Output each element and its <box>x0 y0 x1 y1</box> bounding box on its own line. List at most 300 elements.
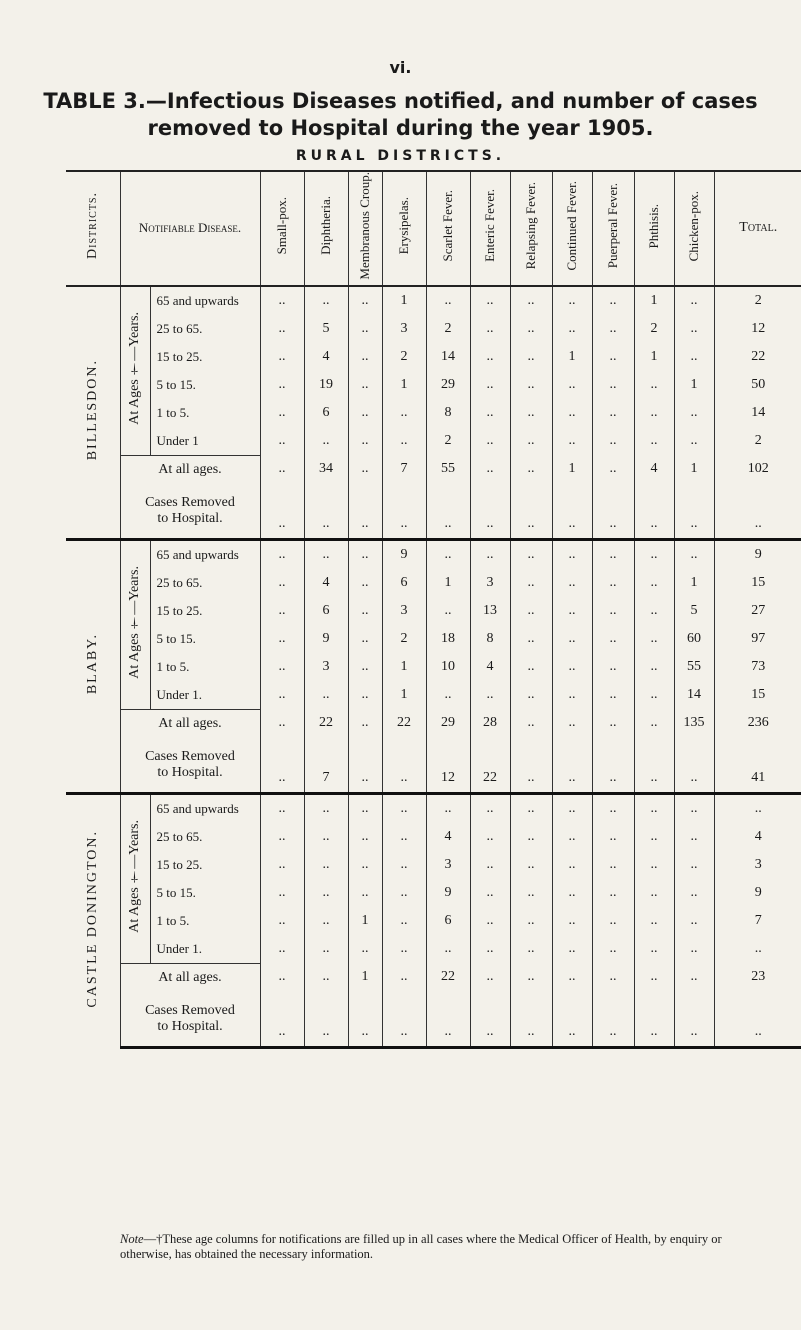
total-cell: .. <box>714 793 801 823</box>
total-cell: 7 <box>754 912 762 928</box>
table-cell: 19 <box>304 371 348 399</box>
all-ages-row <box>66 455 801 484</box>
table-cell: .. <box>260 597 304 625</box>
table-cell: .. <box>426 992 470 1048</box>
table-row <box>66 851 801 879</box>
table-cell: .. <box>674 427 714 456</box>
table-cell: 14 <box>674 681 714 710</box>
table-row <box>66 625 801 653</box>
table-cell: .. <box>382 823 426 851</box>
table-cell: .. <box>304 823 348 851</box>
table-cell: .. <box>674 286 714 315</box>
table-cell: .. <box>470 963 510 992</box>
table-cell: .. <box>260 315 304 343</box>
table-cell: 10 <box>426 653 470 681</box>
table-cell: .. <box>552 709 592 738</box>
table-cell: .. <box>634 484 674 540</box>
table-cell: .. <box>634 597 674 625</box>
table-cell: 1 <box>426 569 470 597</box>
cases-removed-line-1: Cases Removed <box>145 1002 235 1018</box>
disease-header: Relapsing Fever. <box>510 171 552 286</box>
table-cell: .. <box>592 569 634 597</box>
table-cell: .. <box>426 539 470 569</box>
table-cell: .. <box>592 399 634 427</box>
table-cell: 8 <box>426 399 470 427</box>
table-cell: .. <box>674 907 714 935</box>
table-cell: .. <box>510 286 552 315</box>
table-cell: .. <box>634 992 674 1048</box>
all-ages-label: At all ages. <box>120 455 260 484</box>
table-cell: 18 <box>426 625 470 653</box>
table-cell: .. <box>510 625 552 653</box>
table-cell: .. <box>592 907 634 935</box>
table-cell: 1 <box>382 653 426 681</box>
table-cell: .. <box>470 427 510 456</box>
table-cell: .. <box>470 681 510 710</box>
table-cell: .. <box>592 597 634 625</box>
table-cell: .. <box>510 427 552 456</box>
disease-header: Puerperal Fever. <box>592 171 634 286</box>
table-cell: .. <box>304 992 348 1048</box>
table-cell: .. <box>426 484 470 540</box>
table-cell: .. <box>592 625 634 653</box>
table-cell: 6 <box>382 569 426 597</box>
table-cell: .. <box>552 793 592 823</box>
table-row <box>66 399 801 427</box>
table-cell: 1 <box>552 455 592 484</box>
total-cell: 15 <box>751 574 766 590</box>
table-cell: .. <box>304 484 348 540</box>
table-row <box>66 935 801 964</box>
table-cell: .. <box>260 343 304 371</box>
total-cell: 3 <box>754 856 762 872</box>
districts-header: Districts. <box>66 171 120 286</box>
table-cell: .. <box>552 539 592 569</box>
all-ages-row <box>66 963 801 992</box>
table-title-line-1: TABLE 3.—Infectious Diseases notified, and number of cases <box>43 89 758 113</box>
district-name: BLABY. <box>66 539 120 793</box>
note-text: —†These age columns for notifications are filled up in all cases where the Medical Officer of Health, by enquiry or otherwise, has obtained the necessary information. <box>120 1232 722 1261</box>
table-cell: .. <box>260 455 304 484</box>
table-cell: .. <box>592 963 634 992</box>
table-cell: .. <box>674 484 714 540</box>
table-cell: 1 <box>382 286 426 315</box>
age-band-label: Under 1. <box>150 935 260 964</box>
age-band-label: 15 to 25. <box>150 343 260 371</box>
footnote <box>120 1232 760 1262</box>
total-cell: 23 <box>751 969 766 985</box>
table-cell: .. <box>260 823 304 851</box>
table-cell: 2 <box>426 427 470 456</box>
table-cell: .. <box>592 992 634 1048</box>
table-cell: .. <box>348 793 382 823</box>
table-cell: 14 <box>426 343 470 371</box>
age-band-label: Under 1. <box>150 681 260 710</box>
table-cell: .. <box>674 935 714 964</box>
table-cell: 55 <box>674 653 714 681</box>
table-cell: .. <box>552 992 592 1048</box>
cases-removed-line-2: to Hospital. <box>157 510 223 526</box>
table-cell: 2 <box>382 343 426 371</box>
table-cell: .. <box>260 427 304 456</box>
table-row <box>66 343 801 371</box>
table-cell: .. <box>260 709 304 738</box>
table-cell: .. <box>552 681 592 710</box>
table-cell: .. <box>348 539 382 569</box>
table-cell: .. <box>348 653 382 681</box>
table-cell: .. <box>634 907 674 935</box>
disease-header: Diphtheria. <box>304 171 348 286</box>
table-cell: .. <box>304 793 348 823</box>
cases-removed-line-2: to Hospital. <box>157 764 223 780</box>
table-cell: .. <box>510 315 552 343</box>
table-cell: .. <box>552 625 592 653</box>
cases-removed-line-2: to Hospital. <box>157 1018 223 1034</box>
table-cell: .. <box>510 738 552 794</box>
disease-header: Enteric Fever. <box>470 171 510 286</box>
table-cell: .. <box>634 823 674 851</box>
total-cell: .. <box>754 515 762 531</box>
cases-removed-label <box>120 738 260 794</box>
table-cell: .. <box>348 315 382 343</box>
table-cell: .. <box>634 371 674 399</box>
age-band-label: 1 to 5. <box>150 399 260 427</box>
table-cell: .. <box>592 681 634 710</box>
table-cell: .. <box>382 963 426 992</box>
table-cell: .. <box>470 793 510 823</box>
all-ages-row <box>66 709 801 738</box>
table-cell: .. <box>348 569 382 597</box>
age-band-label: 1 to 5. <box>150 907 260 935</box>
cases-removed-line-1: Cases Removed <box>145 748 235 764</box>
table-cell: 28 <box>470 709 510 738</box>
total-cell: 50 <box>751 376 766 392</box>
table-cell: .. <box>552 484 592 540</box>
age-band-label: 25 to 65. <box>150 315 260 343</box>
table-cell: 9 <box>382 539 426 569</box>
table-cell: .. <box>510 823 552 851</box>
table-cell: .. <box>470 907 510 935</box>
table-cell: .. <box>348 286 382 315</box>
table-cell: .. <box>382 738 426 794</box>
table-cell: 22 <box>304 709 348 738</box>
table-title-line-2: removed to Hospital during the year 1905. <box>147 116 654 140</box>
total-header: Total. <box>714 171 801 286</box>
table-cell: .. <box>634 399 674 427</box>
table-cell: .. <box>348 371 382 399</box>
table-cell: .. <box>634 963 674 992</box>
table-cell: .. <box>552 315 592 343</box>
table-cell: .. <box>348 935 382 964</box>
table-cell: .. <box>260 286 304 315</box>
table-cell: 5 <box>304 315 348 343</box>
table-cell: .. <box>260 992 304 1048</box>
total-cell: 4 <box>754 828 762 844</box>
total-cell: 41 <box>751 769 766 785</box>
table-cell: .. <box>552 399 592 427</box>
table-cell: .. <box>260 484 304 540</box>
table-cell: .. <box>382 992 426 1048</box>
table-cell: .. <box>470 851 510 879</box>
age-band-label: 1 to 5. <box>150 653 260 681</box>
table-cell: .. <box>634 709 674 738</box>
table-cell: 7 <box>304 738 348 794</box>
table-cell: .. <box>426 681 470 710</box>
table-cell: 1 <box>674 569 714 597</box>
table-cell: .. <box>592 315 634 343</box>
district-name: BILLESDON. <box>66 286 120 540</box>
table-cell: .. <box>634 879 674 907</box>
table-cell: .. <box>348 823 382 851</box>
table-cell: .. <box>674 992 714 1048</box>
infectious-diseases-table <box>66 170 778 1049</box>
table-cell: .. <box>592 738 634 794</box>
disease-header: Scarlet Fever. <box>426 171 470 286</box>
table-cell: .. <box>592 851 634 879</box>
table-cell: .. <box>510 569 552 597</box>
table-row <box>66 823 801 851</box>
table-row <box>66 371 801 399</box>
table-cell: .. <box>552 738 592 794</box>
table-cell: .. <box>634 625 674 653</box>
cases-removed-line-1: Cases Removed <box>145 494 235 510</box>
table-cell: .. <box>592 427 634 456</box>
table-cell: .. <box>592 484 634 540</box>
table-row <box>66 681 801 710</box>
table-cell: .. <box>426 793 470 823</box>
table-cell: .. <box>470 399 510 427</box>
table-cell: .. <box>260 935 304 964</box>
table-cell: .. <box>348 455 382 484</box>
age-band-label: 5 to 15. <box>150 879 260 907</box>
age-band-label: 65 and upwards <box>150 286 260 315</box>
table-cell: .. <box>470 823 510 851</box>
table-cell: .. <box>260 399 304 427</box>
total-cell: .. <box>714 992 801 1048</box>
table-cell: .. <box>510 484 552 540</box>
table-cell: .. <box>674 399 714 427</box>
table-cell: 2 <box>426 315 470 343</box>
disease-header: Small-pox. <box>260 171 304 286</box>
table-cell: .. <box>304 427 348 456</box>
table-row <box>66 597 801 625</box>
ages-group-label: At Ages †—Years. <box>120 793 150 963</box>
table-row <box>66 569 801 597</box>
table-cell: .. <box>426 935 470 964</box>
total-cell: 102 <box>747 461 769 477</box>
table-cell: .. <box>470 315 510 343</box>
table-cell: 6 <box>304 399 348 427</box>
table-cell: .. <box>674 343 714 371</box>
table-row <box>66 653 801 681</box>
table-cell: .. <box>382 879 426 907</box>
table-cell: .. <box>592 823 634 851</box>
table-cell: .. <box>552 879 592 907</box>
table-cell: .. <box>552 427 592 456</box>
table-cell: .. <box>304 907 348 935</box>
table-cell: 1 <box>674 455 714 484</box>
table-cell: .. <box>674 315 714 343</box>
table-row <box>66 793 801 823</box>
table-cell: .. <box>510 539 552 569</box>
table-cell: .. <box>592 286 634 315</box>
table-cell: .. <box>348 484 382 540</box>
table-cell: .. <box>552 823 592 851</box>
table-cell: .. <box>510 399 552 427</box>
table-cell: 4 <box>304 343 348 371</box>
table-cell: .. <box>674 963 714 992</box>
table-cell: .. <box>634 539 674 569</box>
disease-header: Membranous Croup. <box>348 171 382 286</box>
table-cell: .. <box>348 427 382 456</box>
disease-header: Phthisis. <box>634 171 674 286</box>
table-cell: 3 <box>382 597 426 625</box>
age-band-label: 65 and upwards <box>150 793 260 823</box>
total-cell: 9 <box>754 884 762 900</box>
table-cell: 3 <box>382 315 426 343</box>
header-row <box>66 171 801 286</box>
table-cell: .. <box>348 681 382 710</box>
total-cell: 27 <box>751 602 766 618</box>
table-cell: 7 <box>382 455 426 484</box>
total-cell: .. <box>754 940 762 956</box>
total-cell: 2 <box>754 432 762 448</box>
table-cell: 1 <box>634 343 674 371</box>
total-cell: 12 <box>751 320 766 336</box>
table-cell: .. <box>260 653 304 681</box>
table-row <box>66 315 801 343</box>
table-cell: .. <box>382 427 426 456</box>
table-cell: .. <box>260 851 304 879</box>
table-cell: 4 <box>634 455 674 484</box>
table-cell: .. <box>382 907 426 935</box>
table-cell: .. <box>634 569 674 597</box>
table-cell: 9 <box>304 625 348 653</box>
table-cell: .. <box>592 343 634 371</box>
table-cell: .. <box>634 935 674 964</box>
table-cell: .. <box>674 851 714 879</box>
table-cell: .. <box>304 851 348 879</box>
table-cell: .. <box>552 963 592 992</box>
table-cell: 1 <box>634 286 674 315</box>
table-cell: 4 <box>426 823 470 851</box>
table-cell: 1 <box>674 371 714 399</box>
table-cell: .. <box>348 992 382 1048</box>
table-cell: .. <box>470 935 510 964</box>
age-band-label: 5 to 15. <box>150 371 260 399</box>
total-cell: 97 <box>751 630 766 646</box>
ages-group-label: At Ages †—Years. <box>127 311 142 425</box>
table-row <box>66 907 801 935</box>
age-band-label: 15 to 25. <box>150 597 260 625</box>
table-cell: .. <box>674 539 714 569</box>
table-cell: .. <box>510 681 552 710</box>
table-cell: 29 <box>426 371 470 399</box>
table-cell: .. <box>552 371 592 399</box>
table-cell: .. <box>634 851 674 879</box>
table-cell: 135 <box>674 709 714 738</box>
table-cell: 34 <box>304 455 348 484</box>
table-cell: .. <box>260 907 304 935</box>
age-band-label: 25 to 65. <box>150 569 260 597</box>
table-cell: .. <box>348 738 382 794</box>
table-cell: .. <box>510 935 552 964</box>
table-cell: 1 <box>348 963 382 992</box>
table-cell: .. <box>552 286 592 315</box>
table-cell: .. <box>348 879 382 907</box>
table-cell: .. <box>592 935 634 964</box>
table-cell: .. <box>674 738 714 794</box>
cases-removed-row <box>66 484 801 540</box>
table-cell: .. <box>510 709 552 738</box>
table-cell: .. <box>470 343 510 371</box>
table-cell: .. <box>552 851 592 879</box>
table-cell: .. <box>592 539 634 569</box>
table-cell: .. <box>510 879 552 907</box>
table-cell: .. <box>592 879 634 907</box>
table-cell: .. <box>382 935 426 964</box>
table-cell: .. <box>304 935 348 964</box>
table-cell: .. <box>552 907 592 935</box>
table-cell: .. <box>552 935 592 964</box>
total-cell: 15 <box>751 686 766 702</box>
table-cell: .. <box>470 455 510 484</box>
table-cell: .. <box>260 681 304 710</box>
table-cell: .. <box>674 879 714 907</box>
table-cell: .. <box>510 371 552 399</box>
all-ages-label: At all ages. <box>120 709 260 738</box>
table-cell: 6 <box>426 907 470 935</box>
disease-header: Chicken-pox. <box>674 171 714 286</box>
table-cell: 2 <box>634 315 674 343</box>
table-row <box>66 286 801 315</box>
table-cell: .. <box>510 992 552 1048</box>
table-cell: .. <box>382 484 426 540</box>
table-cell: .. <box>426 597 470 625</box>
table-cell: 22 <box>382 709 426 738</box>
table-cell: 55 <box>426 455 470 484</box>
table-cell: .. <box>592 371 634 399</box>
table-cell: .. <box>304 879 348 907</box>
table-cell: 1 <box>552 343 592 371</box>
page-number: vi. <box>389 58 412 77</box>
table-cell: .. <box>470 992 510 1048</box>
table-cell: .. <box>260 539 304 569</box>
table-cell: 22 <box>470 738 510 794</box>
table-row <box>66 879 801 907</box>
total-cell: 73 <box>751 658 766 674</box>
total-cell: 22 <box>751 348 766 364</box>
cases-removed-row <box>66 738 801 794</box>
table-cell: .. <box>552 653 592 681</box>
table-cell: .. <box>592 653 634 681</box>
table-cell: 22 <box>426 963 470 992</box>
table-cell: .. <box>510 597 552 625</box>
age-band-label: 65 and upwards <box>150 539 260 569</box>
cases-removed-row <box>66 992 801 1048</box>
table-cell: .. <box>510 455 552 484</box>
table-cell: 1 <box>348 907 382 935</box>
total-cell: 2 <box>754 292 762 308</box>
table-cell: 8 <box>470 625 510 653</box>
table-cell: 4 <box>470 653 510 681</box>
table-cell: 13 <box>470 597 510 625</box>
table-cell: .. <box>348 597 382 625</box>
cases-removed-label <box>120 992 260 1048</box>
table-cell: .. <box>470 371 510 399</box>
table-cell: .. <box>470 286 510 315</box>
age-band-label: 5 to 15. <box>150 625 260 653</box>
